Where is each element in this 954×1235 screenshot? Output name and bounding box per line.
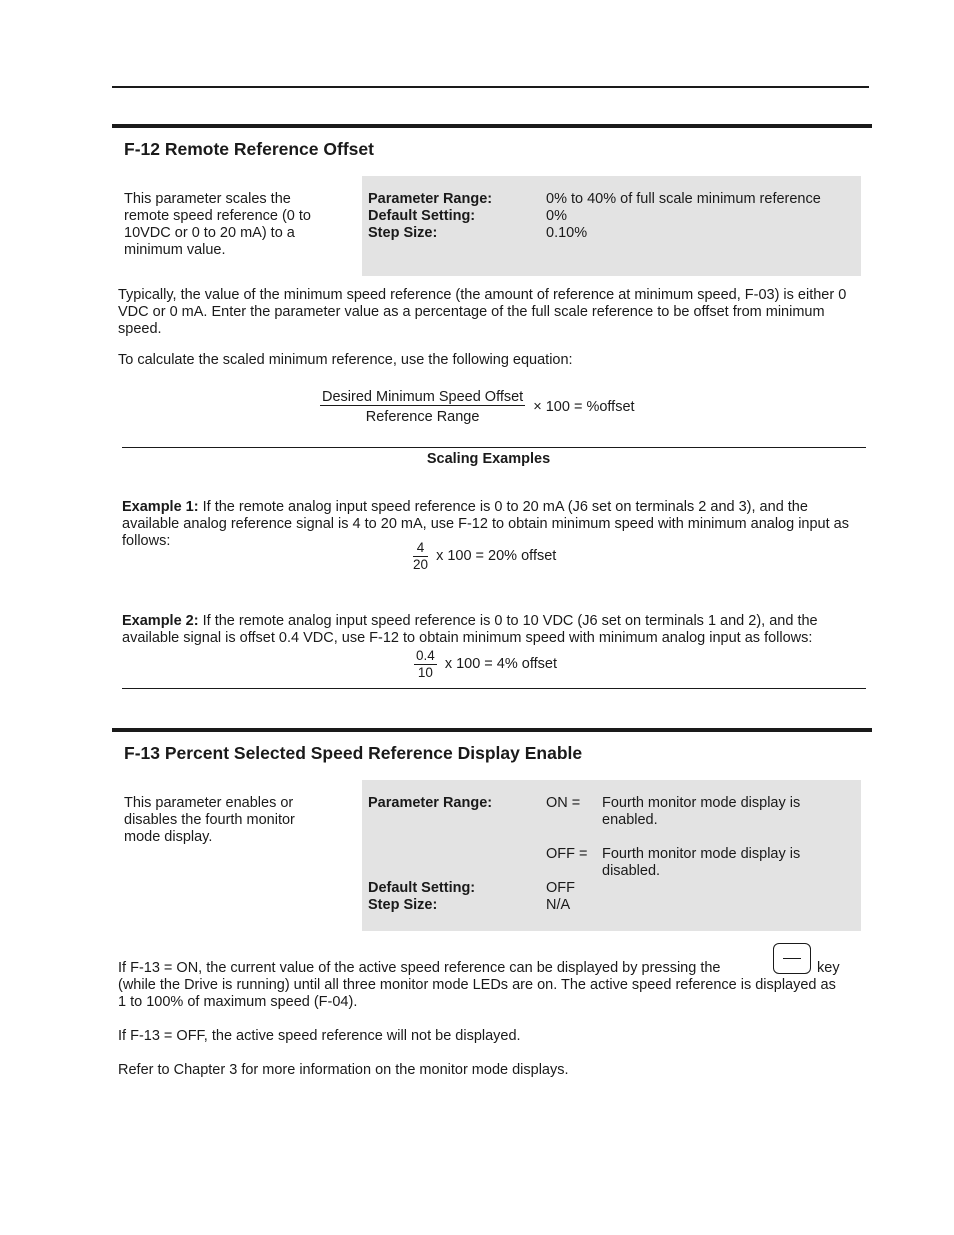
key-suffix: key bbox=[817, 960, 840, 976]
header-rule bbox=[112, 86, 869, 88]
on-option-key: ON = bbox=[546, 795, 581, 811]
offset-equation bbox=[320, 389, 635, 425]
scaling-top-rule bbox=[122, 447, 866, 448]
f13-section-title: F-13 Percent Selected Speed Reference Display Enable bbox=[124, 743, 583, 763]
f12-paragraph-1: Typically, the value of the minimum speed reference (the amount of reference at minimum speed, F-03) is either 0 VDC or 0 mA. Enter the parameter value as a percentage of the full scale reference to be offset from minimum speed. bbox=[118, 287, 847, 337]
example-2-fraction bbox=[414, 648, 437, 681]
example-2-result: x 100 = 4% offset bbox=[444, 656, 557, 672]
f13-paragraph-3: Refer to Chapter 3 for more information on the monitor mode displays. bbox=[118, 1062, 569, 1078]
example-1-denominator: 20 bbox=[413, 557, 429, 572]
scaling-bottom-rule bbox=[122, 688, 866, 689]
example-1-equation bbox=[413, 540, 556, 573]
default-setting-label: Default Setting: bbox=[368, 208, 476, 224]
f12-parameter-box bbox=[362, 176, 861, 276]
f13-parameter-box bbox=[362, 780, 861, 931]
section-divider bbox=[112, 728, 872, 732]
f12-description: This parameter scales the remote speed reference (0 to 10VDC or 0 to 20 mA) to a minimum value. bbox=[124, 191, 311, 258]
step-size-label: Step Size: bbox=[368, 225, 438, 241]
example-2-denominator: 10 bbox=[417, 665, 433, 680]
example-2-body: If the remote analog input speed reference is 0 to 10 VDC (J6 set on terminals 1 and 2), and the available signal is offset 0.4 VDC, use F-12 to obtain minimum speed with minimum analog input as follows: bbox=[122, 613, 818, 646]
parameter-range-label: Parameter Range: bbox=[368, 795, 493, 811]
example-1-numerator: 4 bbox=[413, 540, 428, 557]
example-2-label: Example 2: bbox=[122, 613, 199, 629]
step-size-label: Step Size: bbox=[368, 897, 438, 913]
step-size-value: N/A bbox=[546, 897, 571, 913]
off-option-key: OFF = bbox=[546, 846, 588, 862]
step-size-value: 0.10% bbox=[546, 225, 588, 241]
f12-section-title: F-12 Remote Reference Offset bbox=[124, 139, 374, 159]
f13-paragraph-1-rest: (while the Drive is running) until all three monitor mode LEDs are on. The active speed reference is displayed as 1 to 100% of maximum speed (F-04). bbox=[118, 977, 836, 1010]
equation-numerator: Desired Minimum Speed Offset bbox=[322, 389, 524, 405]
example-1-result: x 100 = 20% offset bbox=[436, 548, 557, 564]
example-1-body: If the remote analog input speed reference is 0 to 20 mA (J6 set on terminals 2 and 3), and the available analog reference signal is 4 to 20 mA, use F-12 to obtain minimum speed with minimum analog input as follows: bbox=[122, 499, 849, 549]
example-1-fraction bbox=[413, 540, 428, 573]
default-setting-value: OFF bbox=[546, 880, 575, 896]
example-2-numerator: 0.4 bbox=[416, 648, 435, 663]
f12-paragraph-2: To calculate the scaled minimum reference, use the following equation: bbox=[118, 352, 573, 368]
scaling-examples-title: Scaling Examples bbox=[426, 451, 551, 467]
f13-description: This parameter enables or disables the fourth monitor mode display. bbox=[124, 795, 295, 845]
parameter-range-value: 0% to 40% of full scale minimum reference bbox=[546, 191, 821, 207]
example-2-text bbox=[122, 613, 862, 647]
equation-rhs: × 100 = %offset bbox=[533, 398, 635, 415]
example-2-equation bbox=[414, 648, 557, 681]
on-option-text: Fourth monitor mode display is enabled. bbox=[602, 795, 801, 828]
example-1-label: Example 1: bbox=[122, 499, 199, 515]
minus-key-icon bbox=[773, 943, 811, 974]
off-option-text: Fourth monitor mode display is disabled. bbox=[602, 846, 801, 879]
default-setting-label: Default Setting: bbox=[368, 880, 476, 896]
default-setting-value: 0% bbox=[546, 208, 567, 224]
parameter-range-label: Parameter Range: bbox=[368, 191, 493, 207]
equation-denominator: Reference Range bbox=[365, 409, 480, 425]
equation-fraction bbox=[320, 389, 525, 425]
f13-paragraph-1-start: If F-13 = ON, the current value of the active speed reference can be displayed by pressing the bbox=[118, 960, 721, 976]
section-divider bbox=[112, 124, 872, 128]
f13-paragraph-2: If F-13 = OFF, the active speed reference will not be displayed. bbox=[118, 1028, 521, 1044]
